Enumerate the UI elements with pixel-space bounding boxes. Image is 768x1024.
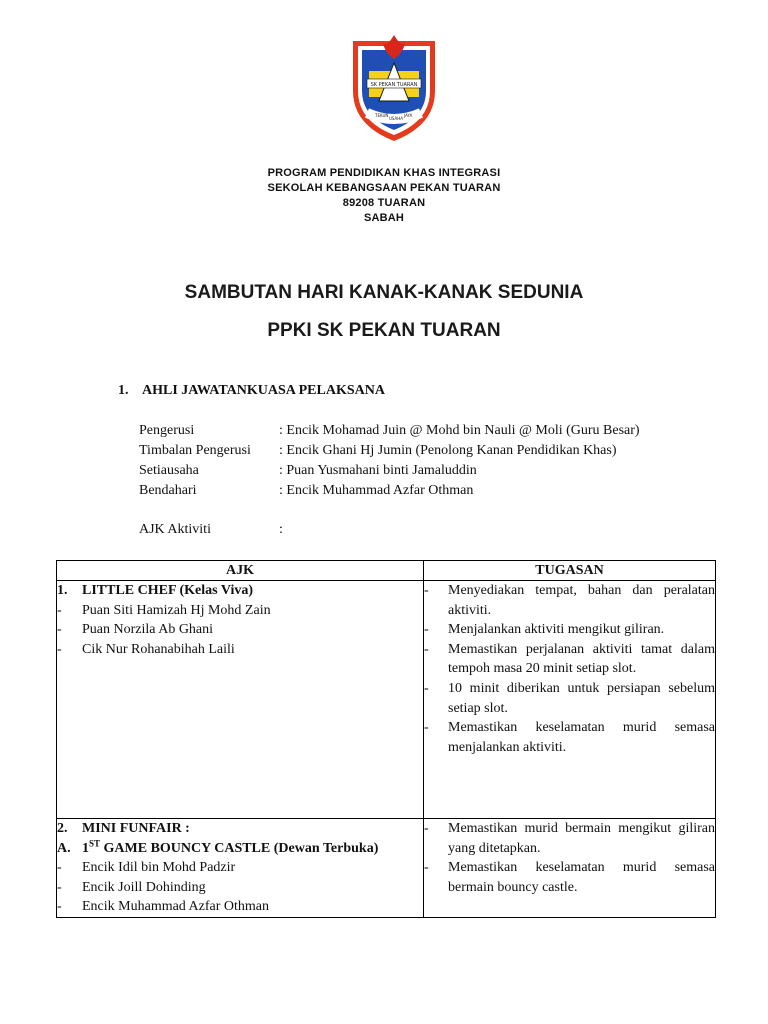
- member-name: Puan Siti Hamizah Hj Mohd Zain: [82, 602, 271, 618]
- logo-label-text: SK PEKAN TUARAN: [370, 82, 418, 88]
- committee-role: Setiausaha: [139, 463, 199, 478]
- table-header-row: [57, 561, 716, 581]
- logo-motto-1: TEKUN: [375, 113, 389, 118]
- activity-subtitle: [57, 839, 423, 859]
- member-name: Encik Joill Dohinding: [82, 879, 206, 895]
- document-title: SAMBUTAN HARI KANAK-KANAK SEDUNIA: [184, 282, 584, 303]
- member-name: Puan Norzila Ab Ghani: [82, 622, 214, 638]
- list-item: - Menjalankan aktiviti mengikut giliran.: [424, 620, 715, 640]
- table-header-ajk: AJK: [57, 561, 424, 581]
- ajk-table: [56, 560, 716, 918]
- activity-sub-letter: A.: [57, 840, 71, 856]
- activity-sub-name: GAME BOUNCY CASTLE (Dewan Terbuka): [100, 840, 379, 856]
- logo-motto-2: USAHA: [389, 116, 404, 121]
- committee-value: : Encik Ghani Hj Jumin (Penolong Kanan Pendidikan Khas): [279, 443, 617, 458]
- header-line-state: SABAH: [363, 212, 405, 224]
- committee-role: Pengerusi: [139, 423, 195, 438]
- school-crest-logo: [345, 33, 443, 143]
- list-item: - 10 minit diberikan untuk persiapan sebelum setiap slot.: [424, 679, 715, 718]
- list-item: - Encik Idil bin Mohd Padzir: [57, 860, 236, 876]
- list-item: - Puan Siti Hamizah Hj Mohd Zain: [57, 602, 271, 618]
- committee-row-secretary: [139, 463, 477, 479]
- committee-value: : Puan Yusmahani binti Jamaluddin: [279, 463, 477, 478]
- activity-sub-ordinal-suffix: ST: [89, 837, 101, 848]
- list-item: - Puan Norzila Ab Ghani: [57, 622, 214, 638]
- task-text: Memastikan keselamatan murid semasa menjalankan aktiviti.: [448, 720, 715, 755]
- list-item: - Memastikan keselamatan murid semasa menjalankan aktiviti.: [424, 718, 715, 757]
- table-row: [57, 819, 716, 918]
- task-text: Memastikan murid bermain mengikut giliran yang ditetapkan.: [448, 821, 715, 856]
- table-header-tugasan: TUGASAN: [424, 561, 716, 581]
- list-item: - Cik Nur Rohanabihah Laili: [57, 641, 235, 657]
- list-item: - Memastikan perjalanan aktiviti tamat dalam tempoh masa 20 minit setiap slot.: [424, 640, 715, 679]
- member-name: Cik Nur Rohanabihah Laili: [82, 641, 235, 657]
- activity-sub-ordinal: 1: [82, 840, 89, 856]
- committee-role: AJK Aktiviti: [139, 522, 211, 537]
- ajk-cell: [57, 819, 424, 918]
- task-text: Memastikan keselamatan murid semasa bermain bouncy castle.: [448, 860, 715, 895]
- activity-number: 1.: [57, 583, 68, 598]
- task-text: Menjalankan aktiviti mengikut giliran.: [448, 622, 665, 638]
- committee-value: : Encik Muhammad Azfar Othman: [279, 483, 474, 498]
- activity-number: 2.: [57, 821, 68, 836]
- committee-row-chair: [139, 423, 640, 439]
- section-number: 1.: [118, 383, 129, 398]
- committee-row-treasurer: [139, 483, 473, 499]
- activity-title: [57, 819, 423, 839]
- task-text: Memastikan perjalanan aktiviti tamat dalam tempoh masa 20 minit setiap slot.: [448, 641, 715, 677]
- document-subtitle: PPKI SK PEKAN TUARAN: [267, 320, 501, 341]
- table-row: [57, 581, 716, 819]
- ajk-cell: [57, 581, 424, 819]
- activity-name: LITTLE CHEF (Kelas Viva): [82, 583, 254, 598]
- activity-title: [57, 581, 423, 601]
- committee-value: : Encik Mohamad Juin @ Mohd bin Nauli @ Moli (Guru Besar): [279, 423, 640, 438]
- list-item: - Encik Joill Dohinding: [57, 879, 206, 895]
- committee-role: Bendahari: [139, 483, 197, 498]
- tugasan-cell: [424, 581, 716, 819]
- section-heading: [118, 383, 385, 399]
- list-item: - Encik Muhammad Azfar Othman: [57, 899, 270, 915]
- member-name: Encik Muhammad Azfar Othman: [82, 899, 270, 915]
- header-line-school: SEKOLAH KEBANGSAAN PEKAN TUARAN: [267, 182, 501, 194]
- committee-row-deputy: [139, 443, 617, 459]
- school-header: [0, 166, 768, 226]
- committee-value: :: [279, 522, 283, 537]
- logo-motto-3: JAYA: [404, 113, 413, 118]
- activity-name: MINI FUNFAIR :: [82, 821, 190, 836]
- task-text: 10 minit diberikan untuk persiapan sebelum setiap slot.: [448, 680, 715, 716]
- header-line-postcode: 89208 TUARAN: [342, 197, 426, 209]
- header-line-program: PROGRAM PENDIDIKAN KHAS INTEGRASI: [267, 167, 501, 179]
- list-item: - Memastikan murid bermain mengikut giliran yang ditetapkan.: [424, 819, 715, 858]
- member-name: Encik Idil bin Mohd Padzir: [82, 860, 236, 876]
- list-item: - Memastikan keselamatan murid semasa bermain bouncy castle.: [424, 858, 715, 897]
- tugasan-cell: [424, 819, 716, 918]
- committee-role: Timbalan Pengerusi: [139, 443, 251, 458]
- section-title: AHLI JAWATANKUASA PELAKSANA: [142, 383, 385, 398]
- committee-row-activities: [139, 522, 283, 538]
- task-text: Menyediakan tempat, bahan dan peralatan aktiviti.: [448, 583, 715, 618]
- list-item: - Menyediakan tempat, bahan dan peralatan aktiviti.: [424, 581, 715, 620]
